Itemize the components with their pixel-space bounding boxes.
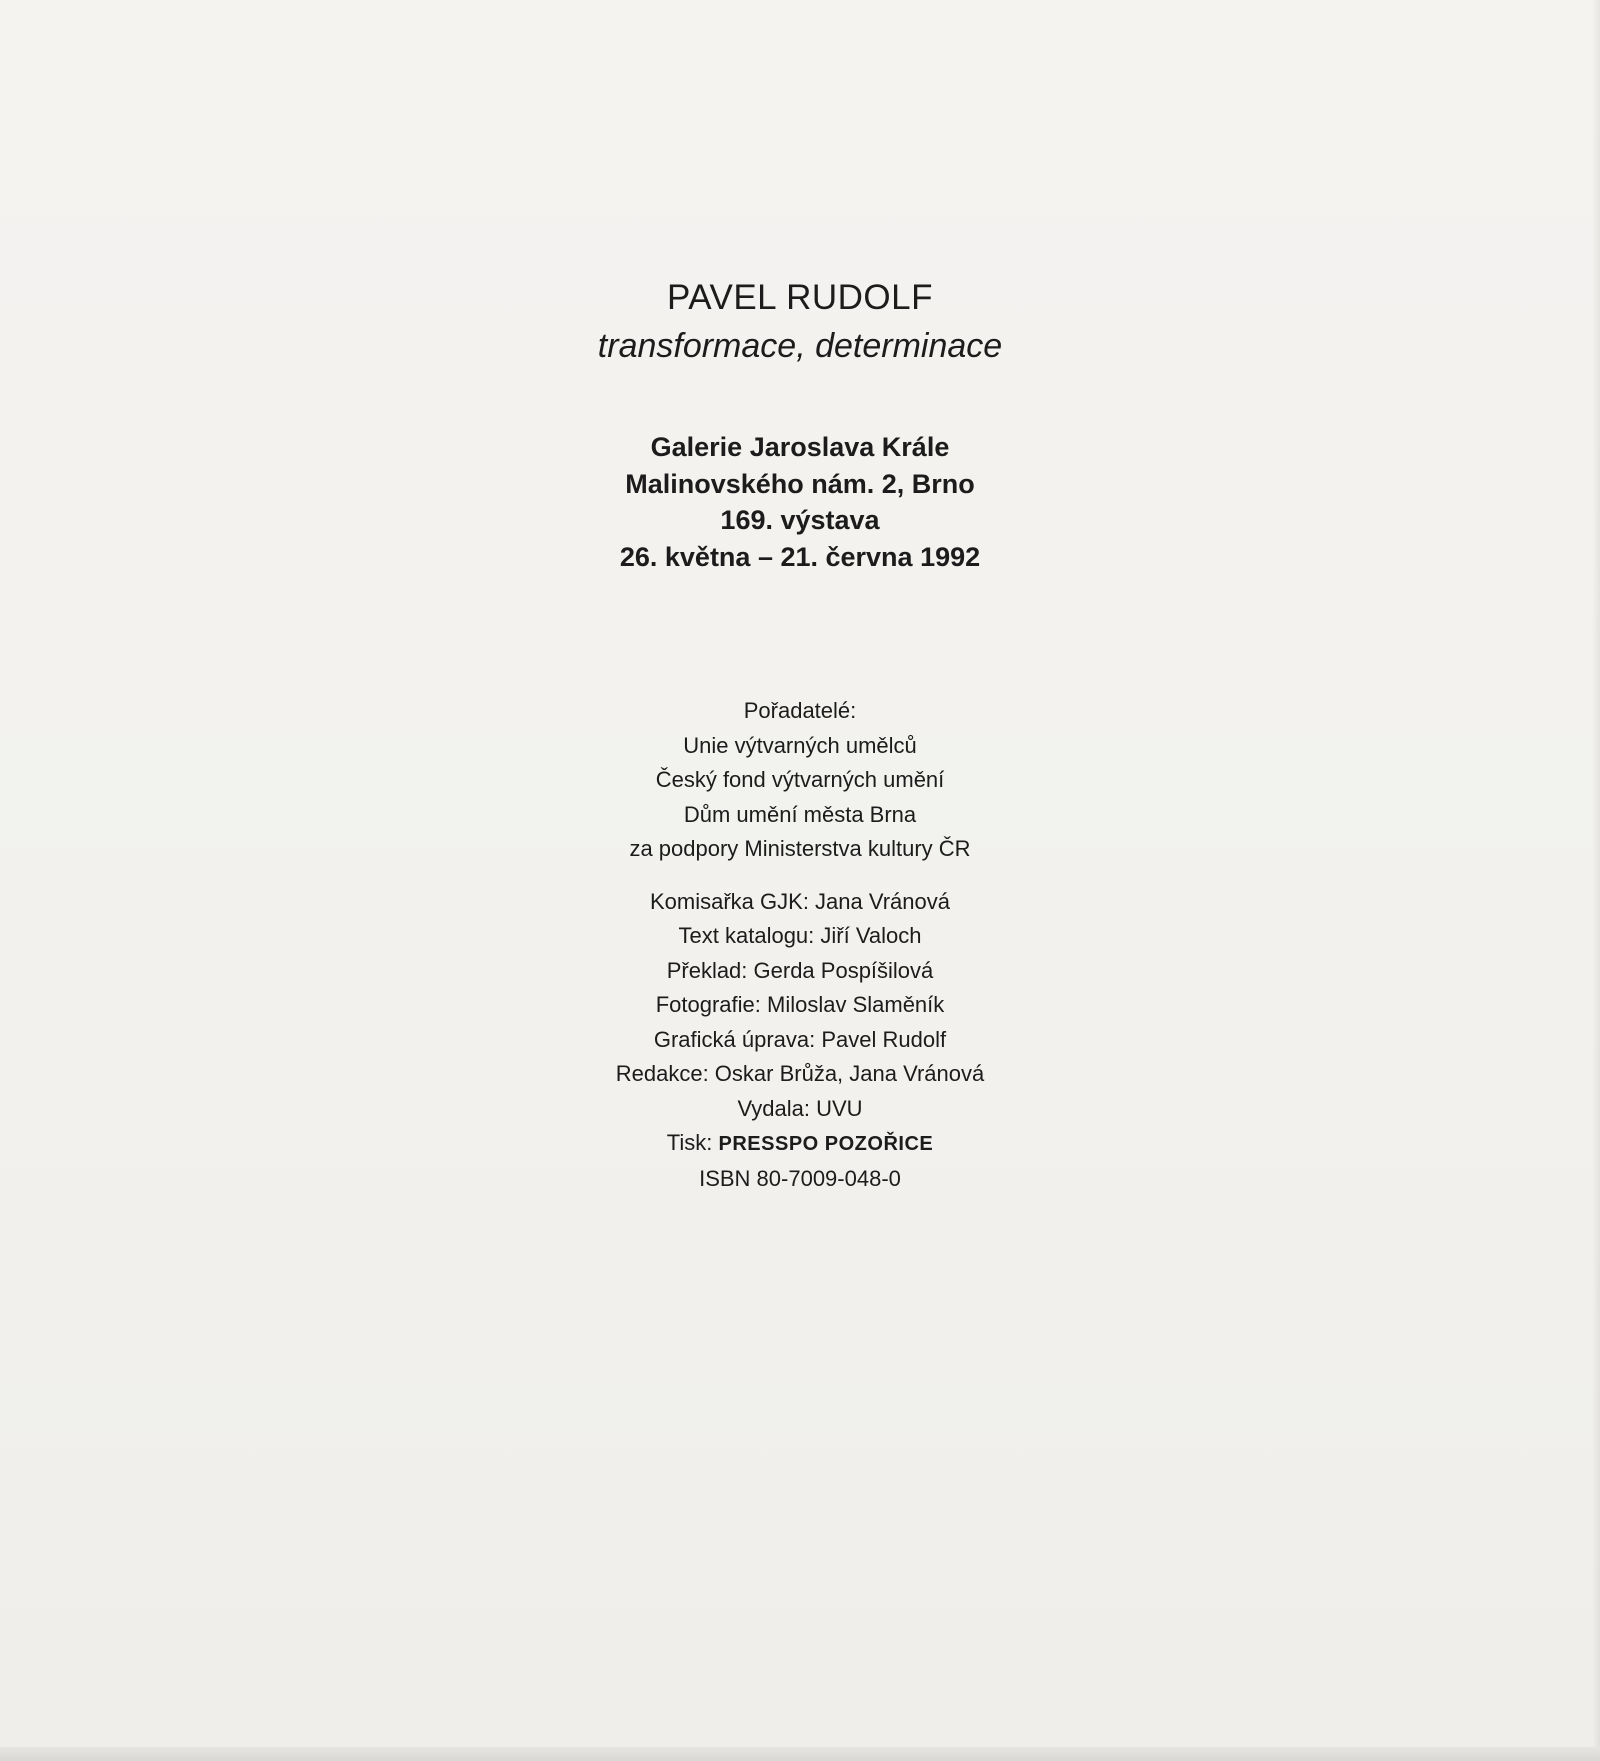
page-bottom-edge — [0, 1747, 1600, 1761]
exhibition-number: 169. výstava — [720, 505, 880, 535]
credit-line: Grafická úprava: Pavel Rudolf — [653, 1026, 947, 1052]
organizer-item: Unie výtvarných umělců — [683, 732, 917, 758]
gallery-name: Galerie Jaroslava Krále — [650, 432, 950, 462]
page-subtitle: transformace, determinace — [597, 327, 1003, 365]
exhibition-info — [0, 429, 1600, 575]
organizers-label: Pořadatelé: — [743, 698, 857, 723]
gallery-address: Malinovského nám. 2, Brno — [625, 468, 975, 499]
credit-line: Fotografie: Miloslav Slaměník — [655, 992, 945, 1017]
page-title: PAVEL RUDOLF — [667, 278, 933, 317]
print-line — [0, 1126, 1600, 1162]
credits-block — [0, 694, 1600, 1196]
organizer-item: za podpory Ministerstva kultury ČR — [629, 836, 971, 861]
credit-line: Překlad: Gerda Pospíšilová — [666, 957, 934, 983]
exhibition-dates: 26. května – 21. června 1992 — [619, 541, 981, 572]
spacer — [0, 867, 1600, 885]
isbn: ISBN 80-7009-048-0 — [699, 1165, 901, 1191]
printer-name: PRESSPO POZOŘICE — [718, 1133, 934, 1155]
credit-line: Redakce: Oskar Brůža, Jana Vránová — [615, 1061, 985, 1086]
credit-line: Komisařka GJK: Jana Vránová — [650, 888, 950, 914]
organizer-item: Český fond výtvarných umění — [655, 767, 945, 792]
organizer-item: Dům umění města Brna — [683, 801, 917, 827]
print-label: Tisk: — [666, 1130, 713, 1155]
credit-line: Vydala: UVU — [737, 1095, 863, 1121]
credit-line: Text katalogu: Jiří Valoch — [678, 923, 922, 948]
page-fold-shadow — [1592, 0, 1600, 1761]
